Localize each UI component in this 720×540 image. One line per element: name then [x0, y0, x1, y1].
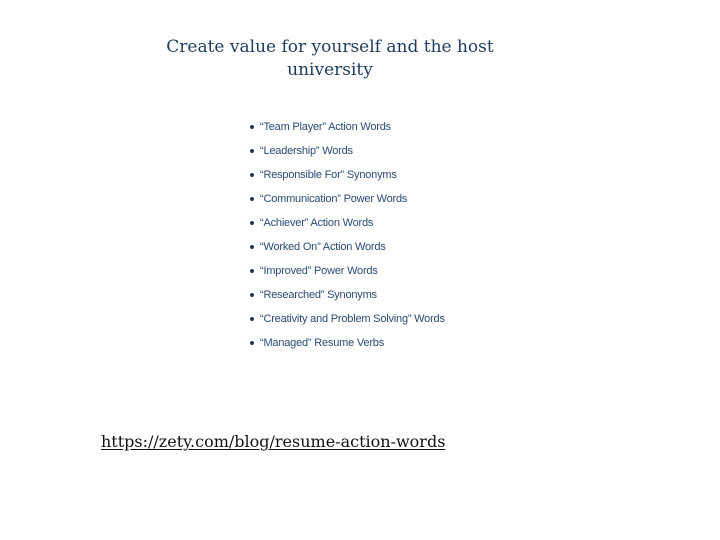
- list-item: [246, 139, 446, 163]
- list-item: [246, 187, 446, 211]
- list-item-label: “Achiever” Action Words: [260, 217, 374, 229]
- list-item-label: “Creativity and Problem Solving” Words: [260, 313, 445, 325]
- list-item: [246, 331, 446, 355]
- list-item-label: “Worked On” Action Words: [260, 241, 386, 253]
- bullet-icon: [250, 317, 254, 321]
- list-item: [246, 259, 446, 283]
- list-item: [246, 163, 446, 187]
- slide-title: [130, 36, 530, 82]
- bullet-icon: [250, 293, 254, 297]
- list-item: [246, 283, 446, 307]
- title-line-2: university: [287, 60, 373, 80]
- bullet-icon: [250, 221, 254, 225]
- bullet-icon: [250, 125, 254, 129]
- title-line-1: Create value for yourself and the host: [166, 37, 494, 57]
- bullet-icon: [250, 341, 254, 345]
- list-item-label: “Responsible For” Synonyms: [260, 169, 397, 181]
- list-item: [246, 115, 446, 139]
- list-item: [246, 307, 446, 331]
- list-item: [246, 211, 446, 235]
- source-link[interactable]: https://zety.com/blog/resume-action-words: [101, 432, 446, 451]
- list-item-label: “Team Player” Action Words: [260, 121, 391, 133]
- bullet-icon: [250, 173, 254, 177]
- list-item-label: “Managed” Resume Verbs: [260, 337, 384, 349]
- list-item: [246, 235, 446, 259]
- list-item-label: “Communication” Power Words: [260, 193, 408, 205]
- bullet-icon: [250, 149, 254, 153]
- action-words-list: [246, 115, 446, 355]
- bullet-icon: [250, 269, 254, 273]
- action-words-list-image: [246, 115, 446, 360]
- list-item-label: “Improved” Power Words: [260, 265, 378, 277]
- bullet-icon: [250, 245, 254, 249]
- list-item-label: “Researched” Synonyms: [260, 289, 377, 301]
- list-item-label: “Leadership” Words: [260, 145, 353, 157]
- bullet-icon: [250, 197, 254, 201]
